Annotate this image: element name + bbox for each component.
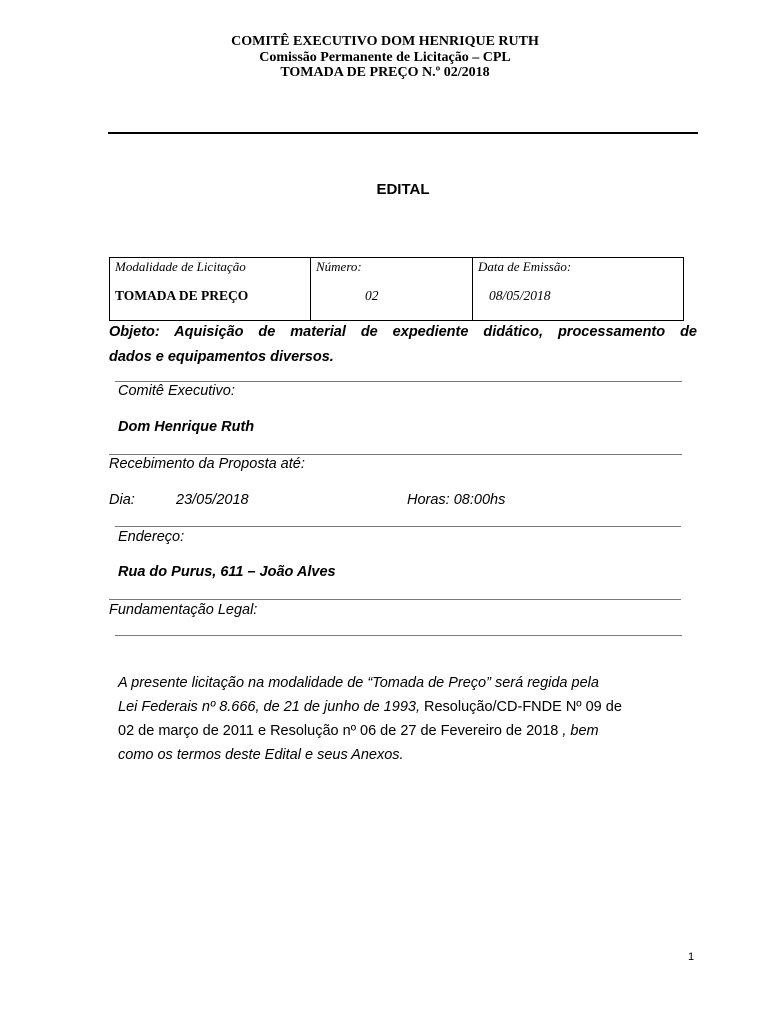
document-header (0, 34, 770, 81)
data-emissao-value: 08/05/2018 (489, 288, 551, 303)
comite-label: Comitê Executivo: (118, 383, 235, 399)
paragraph-law-reference: Lei Federais nº 8.666, de 21 de junho de 1993, (118, 699, 420, 715)
paragraph-resolution: Resolução/CD-FNDE Nº 09 de (419, 699, 622, 715)
comite-value: Dom Henrique Ruth (118, 419, 255, 435)
modalidade-cell (110, 258, 311, 321)
page-title: EDITAL (376, 181, 430, 198)
data-emissao-cell (473, 258, 684, 321)
objeto-line-2: dados e equipamentos diversos. (109, 349, 334, 365)
dia-value: 23/05/2018 (176, 492, 249, 508)
paragraph-resolution-date: 02 de março de 2011 e Resolução nº 06 de 27 de Fevereiro de 2018 (118, 723, 559, 739)
header-divider (108, 132, 698, 134)
modalidade-label: Modalidade de Licitação (115, 259, 246, 274)
paragraph-line-4: como os termos deste Edital e seus Anexos. (118, 747, 404, 763)
legal-paragraph (118, 671, 680, 767)
numero-cell (311, 258, 473, 321)
objeto-line-1: Objeto: Aquisição de material de expediente didático, processamento de (109, 324, 697, 340)
endereco-label: Endereço: (118, 529, 185, 545)
recebimento-label: Recebimento da Proposta até: (109, 456, 305, 472)
divider (109, 454, 682, 455)
paragraph-line-2 (118, 695, 680, 719)
paragraph-line-3 (118, 719, 680, 743)
modalidade-value: TOMADA DE PREÇO (115, 288, 249, 303)
info-table (109, 257, 684, 321)
paragraph-conjunction: , bem (558, 723, 599, 739)
data-emissao-label: Data de Emissão: (478, 259, 572, 274)
numero-value: 02 (365, 288, 379, 303)
endereco-value: Rua do Purus, 611 – João Alves (118, 564, 336, 580)
header-committee: COMITÊ EXECUTIVO DOM HENRIQUE RUTH (231, 34, 539, 49)
dia-label: Dia: (109, 492, 135, 508)
header-tender-number: TOMADA DE PREÇO N.º 02/2018 (280, 65, 490, 80)
divider (115, 381, 682, 382)
header-commission: Comissão Permanente de Licitação – CPL (259, 49, 511, 65)
divider (115, 526, 681, 527)
fundamentacao-label: Fundamentação Legal: (109, 602, 258, 618)
divider (115, 635, 682, 636)
horas-value: Horas: 08:00hs (407, 492, 506, 508)
numero-label: Número: (316, 259, 362, 274)
divider (109, 599, 681, 600)
paragraph-line-1: A presente licitação na modalidade de “Tomada de Preço” será regida pela (118, 675, 599, 691)
objeto-text (109, 320, 697, 370)
page-number: 1 (688, 951, 695, 963)
